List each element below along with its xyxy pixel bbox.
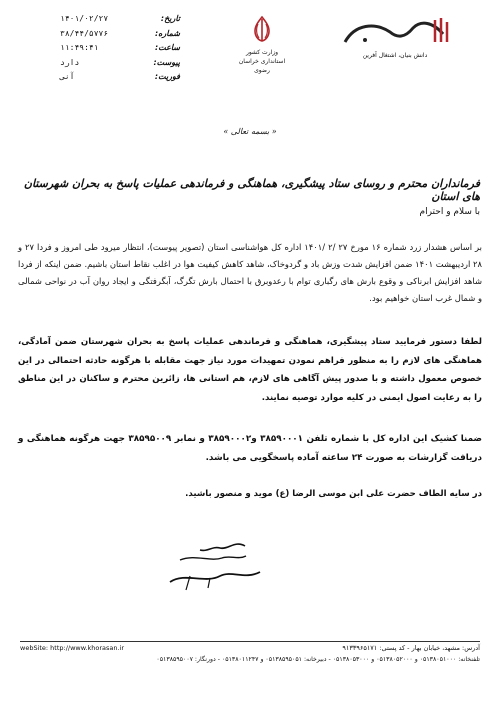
meta-number-row [60, 27, 180, 42]
signature-icon [150, 536, 270, 596]
paragraph-closing: در سایه الطاف حضرت علی ابن موسی الرضا (ع) موید و منصور باشید. [185, 489, 482, 499]
letter-meta [60, 12, 180, 85]
emblem-icon [247, 14, 277, 44]
meta-number-label: شماره: [154, 28, 180, 38]
meta-date-label: تاریخ: [160, 14, 180, 23]
paragraph-contact: ضمنا کشیک این اداره کل با شماره تلفن ۳۸۵۹۰۰۰۱ و۳۸۵۹۰۰۰۲ و نمابر ۳۸۵۹۵۰۰۹ جهت هرگونه هماهنگی و دریافت گزارشات به صورت ۲۴ ساعته آماده پاسخگویی می باشد. [18, 434, 483, 463]
meta-urgency-row [60, 70, 180, 85]
logo-tagline: دانش بنیان، اشتغال آفرین [362, 52, 428, 59]
meta-number-value: ۳۸/۴۴/۵۷۷۶ [60, 28, 109, 38]
meta-date-row [60, 12, 180, 27]
paragraph-forecast: بر اساس هشدار زرد شماره ۱۶ مورخ ۲۷ /۲ /۱۴۰۱ اداره کل هواشناسی استان (تصویر پیوست)، انتظار میرود طی امروز و فردا ۲۷ و ۲۸ اردیبهشت ۱۴۰۱ ضمن افزایش شدت وزش باد و گردوخاک، شاهد کاهش کیفیت هوا در اغلب نقاط استان باشیم. ضمن اینکه از فردا شاهد افزایش ابرناکی و وقوع بارش های رگباری توام با رعدوبرق با احتمال بارش تگرگ، آبگرفتگی و ایجاد روان آب در نواحی شمالی و شمال غرب استان خواهیم بود. [18, 242, 483, 303]
paragraph-instructions: لطفا دستور فرمایید ستاد پیشگیری، هماهنگی و فرماندهی عملیات پاسخ به بحران شهرستان ضمن آمادگی، هماهنگی های لازم را به منظور فراهم نمودن تمهیدات مورد نیاز جهت مقابله با هرگونه حادثه احتمالی در این خصوص معمول داشته و با صدور پیش آگاهی های لازم، هم استانی ها، زائرین محترم و ساکنان در این مناطق را به رعایت اصول ایمنی در کلیه موارد توصیه نمایند. [18, 337, 482, 403]
meta-attachment-value: دارد [60, 57, 80, 67]
footer-contacts: تلفنخانه: ۰۵۱۳۸۰۵۱۰۰۰ و ۰۵۱۳۸۰۵۲۰۰۰ و ۰۵۱۳۸۰۵۳۰۰۰ - دبیرخانه: ۰۵۱۳۸۵۹۵۰۵۱ و ۰۵۱۳۸۰۱۱۲۴۷ - دورنگار: ۰۵۱۳۸۵۹۵۰۰۷ [156, 656, 480, 663]
meta-attachment-row [60, 56, 180, 71]
meta-urgency-label: فوریت: [154, 72, 180, 81]
meta-time-row [60, 41, 180, 56]
meta-time-value: ۱۱:۴۹:۴۱ [60, 43, 99, 52]
handwritten-signature [150, 536, 270, 596]
footer-address: آدرس: مشهد، خیابان بهار - کد پستی: ۹۱۳۳۹۶۵۱۷۱ [342, 644, 480, 652]
meta-time-label: ساعت: [155, 43, 180, 52]
footer-divider [20, 641, 480, 642]
emblem-ministry: وزارت کشور [245, 49, 279, 56]
emblem-governorate: استانداری خراسان رضوی [238, 58, 286, 74]
meta-attachment-label: پیوست: [153, 57, 180, 67]
greeting: با سلام و احترام [419, 207, 480, 217]
logo-calligraphy-icon [335, 14, 455, 48]
meta-date-value: ۱۴۰۱/۰۲/۲۷ [60, 14, 109, 23]
org-logo [330, 14, 460, 59]
meta-urgency-value: آنی [60, 72, 75, 81]
iran-emblem [232, 14, 292, 75]
footer-website[interactable]: webSite: http://www.khorasan.ir [20, 644, 125, 652]
bismillah: « بسمه تعالی » [223, 127, 277, 136]
recipient-heading: فرمانداران محترم و روسای ستاد پیشگیری، هماهنگی و فرماندهی عملیات پاسخ به بحران شهرستان های استان [23, 177, 480, 203]
footer-top-row [20, 644, 480, 652]
